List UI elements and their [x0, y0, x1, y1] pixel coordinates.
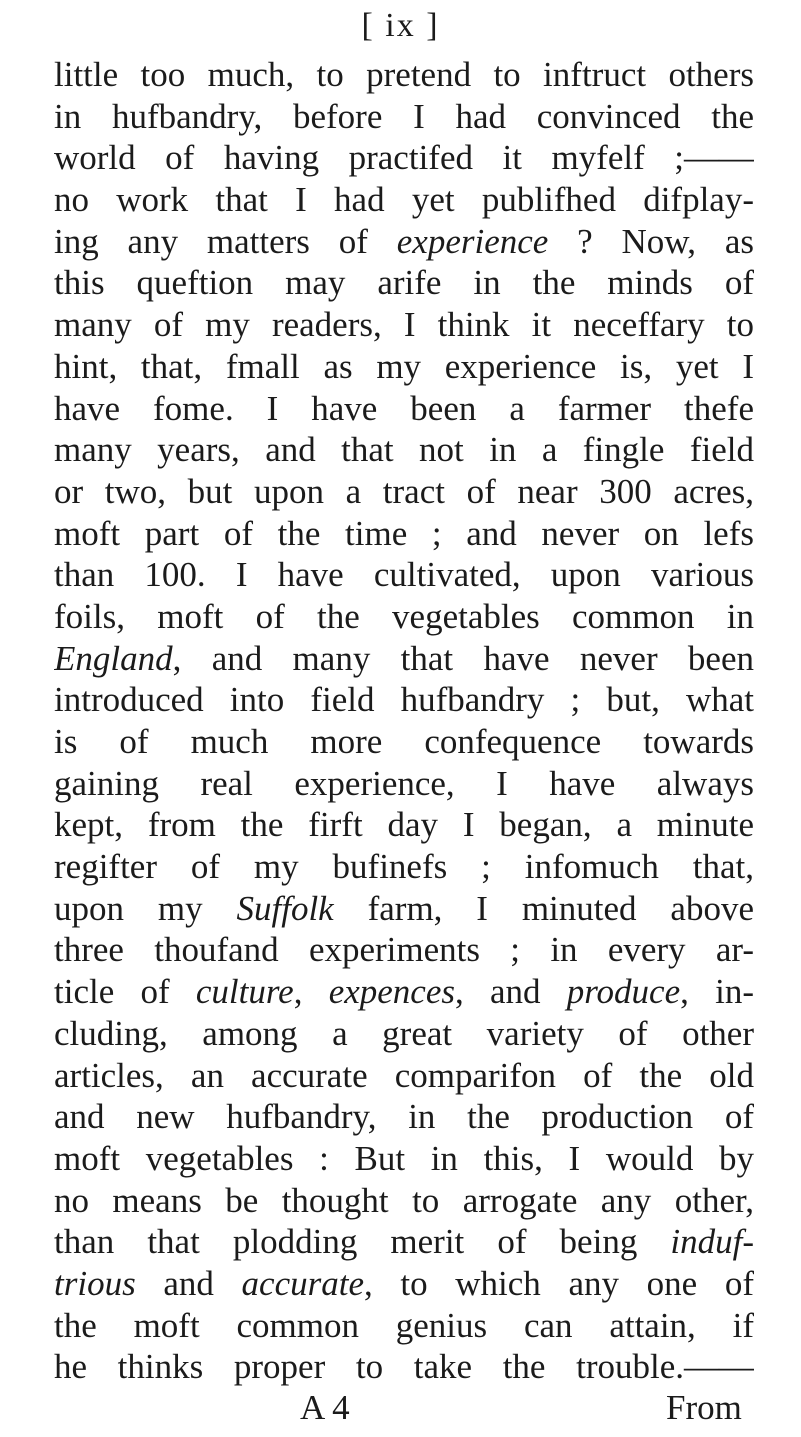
text-line: or two, but upon a tract of near 300 acres,	[54, 471, 754, 511]
text-line: he thinks proper to take the trouble.——	[54, 1347, 754, 1387]
text-line: three thoufand experiments ; in every ar-	[54, 930, 754, 970]
text-line: no means be thought to arrogate any other,	[54, 1180, 754, 1220]
text-line: many of my readers, I think it neceffary to	[54, 305, 754, 345]
text-line: this queftion may arife in the minds of	[54, 263, 754, 303]
catchword: From	[666, 1388, 742, 1427]
page-number: [ ix ]	[361, 7, 440, 44]
text-line: introduced into field hufbandry ; but, what	[54, 680, 754, 720]
text-line: little too much, to pretend to inftruct others	[54, 55, 754, 94]
text-line: many years, and that not in a fingle field	[54, 430, 754, 470]
text-line: gaining real experience, I have always	[54, 763, 754, 803]
text-line: kept, from the firft day I began, a minute	[54, 805, 754, 845]
text-line: trious and accurate, to which any one of	[54, 1263, 754, 1303]
text-line: cluding, among a great variety of other	[54, 1013, 754, 1053]
text-line: no work that I had yet publifhed difplay-	[54, 180, 754, 220]
text-line: and new hufbandry, in the production of	[54, 1097, 754, 1137]
text-line: foils, moft of the vegetables common in	[54, 596, 754, 636]
text-line: have fome. I have been a farmer thefe	[54, 388, 754, 428]
signature-mark: A 4	[300, 1388, 350, 1427]
text-line: than 100. I have cultivated, upon various	[54, 555, 754, 595]
text-line: hint, that, fmall as my experience is, yet I	[54, 346, 754, 386]
text-line: ticle of culture, expences, and produce, in-	[54, 972, 754, 1012]
text-line: upon my Suffolk farm, I minuted above	[54, 888, 754, 928]
text-line: England, and many that have never been	[54, 638, 754, 678]
text-line: ing any matters of experience ? Now, as	[54, 221, 754, 261]
text-line: in hufbandry, before I had convinced the	[54, 96, 754, 136]
body-text	[54, 54, 754, 1388]
text-line: than that plodding merit of being induf-	[54, 1222, 754, 1262]
text-line: is of much more confequence towards	[54, 722, 754, 761]
text-line: articles, an accurate comparifon of the old	[54, 1055, 754, 1095]
text-line: regifter of my bufinefs ; infomuch that,	[54, 847, 754, 887]
text-line: moft part of the time ; and never on lefs	[54, 513, 754, 553]
text-line: moft vegetables : But in this, I would by	[54, 1138, 754, 1178]
text-line: the moft common genius can attain, if	[54, 1305, 754, 1345]
text-line: world of having practifed it myfelf ;——	[54, 138, 754, 178]
